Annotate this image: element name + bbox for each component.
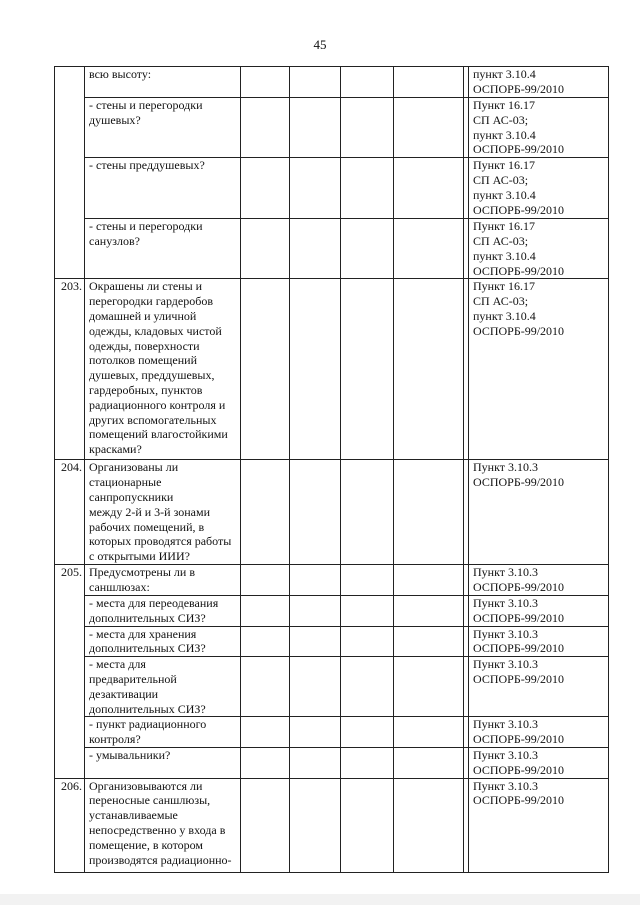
row-number (55, 657, 85, 717)
answer-cell-no (290, 564, 341, 595)
question-cell: - пункт радиационного контроля? (85, 717, 241, 748)
row-number (55, 98, 85, 158)
remarks-cell (394, 460, 464, 565)
answer-cell-no (290, 460, 341, 565)
table-row (55, 564, 609, 595)
row-number: 206. (55, 778, 85, 872)
answer-cell-no (290, 626, 341, 657)
answer-cell-no (290, 747, 341, 778)
reference-cell: Пункт 3.10.3 ОСПОРБ-99/2010 (469, 657, 609, 717)
remarks-cell (394, 626, 464, 657)
row-number: 205. (55, 564, 85, 595)
reference-cell: Пункт 16.17 СП АС-03; пункт 3.10.4 ОСПОРБ-99/2010 (469, 98, 609, 158)
reference-cell: Пункт 3.10.3 ОСПОРБ-99/2010 (469, 747, 609, 778)
answer-cell-na (341, 279, 394, 460)
row-number (55, 158, 85, 219)
reference-cell: Пункт 3.10.3 ОСПОРБ-99/2010 (469, 778, 609, 872)
answer-cell-yes (241, 460, 290, 565)
question-cell: - стены преддушевых? (85, 158, 241, 219)
table-row (55, 778, 609, 872)
answer-cell-na (341, 747, 394, 778)
answer-cell-yes (241, 626, 290, 657)
answer-cell-na (341, 778, 394, 872)
answer-cell-yes (241, 747, 290, 778)
reference-cell: Пункт 3.10.3 ОСПОРБ-99/2010 (469, 564, 609, 595)
answer-cell-yes (241, 657, 290, 717)
question-cell: - места для хранения дополнительных СИЗ? (85, 626, 241, 657)
page-number: 45 (313, 37, 327, 52)
remarks-cell (394, 279, 464, 460)
row-number: 203. (55, 279, 85, 460)
question-cell: Организованы ли стационарные санпропускники между 2-й и 3-й зонами рабочих помещений, в которых проводятся работы с открытыми ИИИ? (85, 460, 241, 565)
answer-cell-na (341, 98, 394, 158)
table-row (55, 717, 609, 748)
answer-cell-na (341, 219, 394, 279)
answer-cell-yes (241, 219, 290, 279)
reference-cell: Пункт 3.10.3 ОСПОРБ-99/2010 (469, 626, 609, 657)
remarks-cell (394, 564, 464, 595)
answer-cell-yes (241, 564, 290, 595)
question-cell: - места для предварительной дезактивации дополнительных СИЗ? (85, 657, 241, 717)
remarks-cell (394, 778, 464, 872)
table-row (55, 98, 609, 158)
page-bottom-edge (0, 894, 640, 905)
answer-cell-no (290, 98, 341, 158)
answer-cell-yes (241, 595, 290, 626)
table-row (55, 67, 609, 98)
remarks-cell (394, 219, 464, 279)
question-cell: Предусмотрены ли в саншлюзах: (85, 564, 241, 595)
question-cell: Организовываются ли переносные саншлюзы, устанавливаемые непосредственно у входа в помещение, в котором производятся радиационно- (85, 778, 241, 872)
answer-cell-no (290, 279, 341, 460)
table-row (55, 158, 609, 219)
reference-cell: Пункт 16.17 СП АС-03; пункт 3.10.4 ОСПОРБ-99/2010 (469, 158, 609, 219)
answer-cell-na (341, 158, 394, 219)
reference-cell: Пункт 3.10.3 ОСПОРБ-99/2010 (469, 595, 609, 626)
answer-cell-yes (241, 717, 290, 748)
row-number (55, 219, 85, 279)
remarks-cell (394, 67, 464, 98)
question-cell: - умывальники? (85, 747, 241, 778)
question-cell: - стены и перегородки санузлов? (85, 219, 241, 279)
remarks-cell (394, 717, 464, 748)
table-row (55, 657, 609, 717)
remarks-cell (394, 595, 464, 626)
row-number (55, 595, 85, 626)
answer-cell-no (290, 778, 341, 872)
reference-cell: пункт 3.10.4 ОСПОРБ-99/2010 (469, 67, 609, 98)
answer-cell-yes (241, 778, 290, 872)
table-row (55, 279, 609, 460)
answer-cell-na (341, 67, 394, 98)
reference-cell: Пункт 3.10.3 ОСПОРБ-99/2010 (469, 460, 609, 565)
answer-cell-yes (241, 67, 290, 98)
remarks-cell (394, 98, 464, 158)
table-row (55, 747, 609, 778)
table-row (55, 219, 609, 279)
reference-cell: Пункт 16.17 СП АС-03; пункт 3.10.4 ОСПОРБ-99/2010 (469, 219, 609, 279)
answer-cell-na (341, 717, 394, 748)
answer-cell-na (341, 657, 394, 717)
answer-cell-no (290, 717, 341, 748)
answer-cell-yes (241, 158, 290, 219)
reference-cell: Пункт 3.10.3 ОСПОРБ-99/2010 (469, 717, 609, 748)
row-number: 204. (55, 460, 85, 565)
answer-cell-na (341, 460, 394, 565)
row-number (55, 626, 85, 657)
answer-cell-na (341, 564, 394, 595)
answer-cell-no (290, 595, 341, 626)
answer-cell-no (290, 219, 341, 279)
question-cell: всю высоту: (85, 67, 241, 98)
answer-cell-no (290, 67, 341, 98)
row-number (55, 67, 85, 98)
remarks-cell (394, 158, 464, 219)
answer-cell-no (290, 657, 341, 717)
question-cell: - места для переодевания дополнительных СИЗ? (85, 595, 241, 626)
row-number (55, 717, 85, 748)
reference-cell: Пункт 16.17 СП АС-03; пункт 3.10.4 ОСПОРБ-99/2010 (469, 279, 609, 460)
answer-cell-yes (241, 279, 290, 460)
question-cell: Окрашены ли стены и перегородки гардеробов домашней и уличной одежды, кладовых чистой одежды, поверхности потолков помещений душевых, преддушевых, гардеробных, пунктов радиационного контроля и других вспомогательных помещений влагостойкими красками? (85, 279, 241, 460)
table-row (55, 595, 609, 626)
answer-cell-yes (241, 98, 290, 158)
row-number (55, 747, 85, 778)
table-row (55, 460, 609, 565)
answer-cell-na (341, 626, 394, 657)
question-cell: - стены и перегородки душевых? (85, 98, 241, 158)
answer-cell-no (290, 158, 341, 219)
table-row (55, 626, 609, 657)
checklist-table (54, 66, 609, 873)
remarks-cell (394, 747, 464, 778)
remarks-cell (394, 657, 464, 717)
answer-cell-na (341, 595, 394, 626)
